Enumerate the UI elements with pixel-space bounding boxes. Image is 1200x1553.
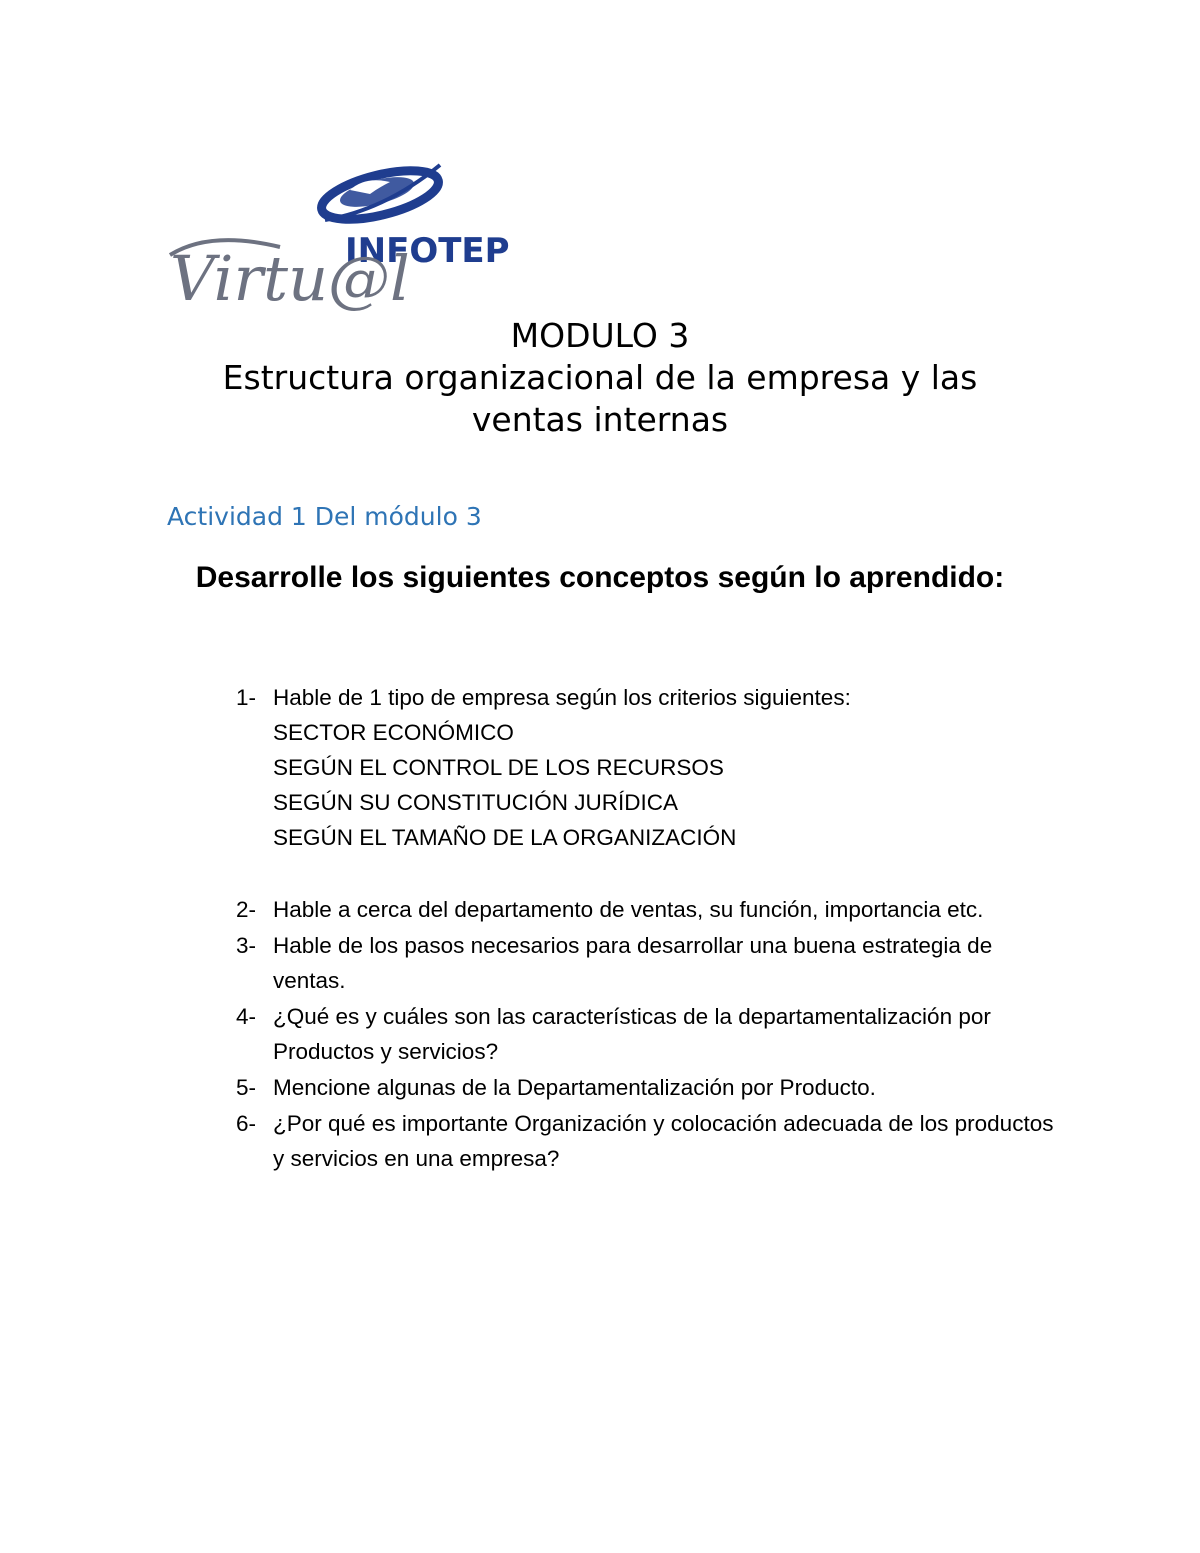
question-text: ¿Qué es y cuáles son las características de la departamentalización por Productos y servicios? (273, 1004, 991, 1064)
infotep-virtual-logo (165, 150, 510, 320)
question-text: Hable de los pasos necesarios para desarrollar una buena estrategia de ventas. (273, 933, 993, 993)
module-subtitle-line-1: Estructura organizacional de la empresa y las (222, 358, 978, 397)
question-body (273, 928, 1066, 998)
question-text: Hable de 1 tipo de empresa según los criterios siguientes: (273, 685, 851, 710)
question-number: 2- (236, 897, 257, 922)
question-list (236, 680, 1066, 1177)
question-body (273, 680, 1066, 855)
question-body (273, 999, 1066, 1069)
document-title (0, 315, 1200, 441)
question-text: Hable a cerca del departamento de ventas, su función, importancia etc. (273, 897, 984, 922)
module-heading: MODULO 3 (510, 316, 690, 355)
question-item (236, 928, 1066, 998)
question-number: 1- (236, 685, 257, 710)
question-text: Mencione algunas de la Departamentalización por Producto. (273, 1075, 876, 1100)
criterion-item: SEGÚN SU CONSTITUCIÓN JURÍDICA (273, 790, 679, 815)
logo-brand-top: INFOTEP (345, 231, 510, 271)
criterion-item: SECTOR ECONÓMICO (273, 720, 514, 745)
question-body (273, 892, 1066, 927)
module-subtitle-line-2: ventas internas (471, 400, 729, 439)
instruction-heading: Desarrolle los siguientes conceptos según lo aprendido: (195, 561, 1005, 594)
question-item (236, 680, 1066, 855)
question-number: 6- (236, 1111, 257, 1136)
question-body (273, 1070, 1066, 1105)
question-number: 4- (236, 1004, 257, 1029)
criterion-item: SEGÚN EL CONTROL DE LOS RECURSOS (273, 755, 724, 780)
question-item (236, 1106, 1066, 1176)
criterion-item: SEGÚN EL TAMAÑO DE LA ORGANIZACIÓN (273, 825, 737, 850)
question-item (236, 892, 1066, 927)
question-body (273, 1106, 1066, 1176)
logo-graphic (165, 150, 510, 320)
logo-brand-script: Virtu@l (170, 242, 410, 315)
question-item (236, 999, 1066, 1069)
question-number: 3- (236, 933, 257, 958)
question-text: ¿Por qué es importante Organización y colocación adecuada de los productos y servicios en una empresa? (273, 1111, 1054, 1171)
question-number: 5- (236, 1075, 257, 1100)
activity-heading: Actividad 1 Del módulo 3 (167, 502, 482, 531)
question-item (236, 1070, 1066, 1105)
